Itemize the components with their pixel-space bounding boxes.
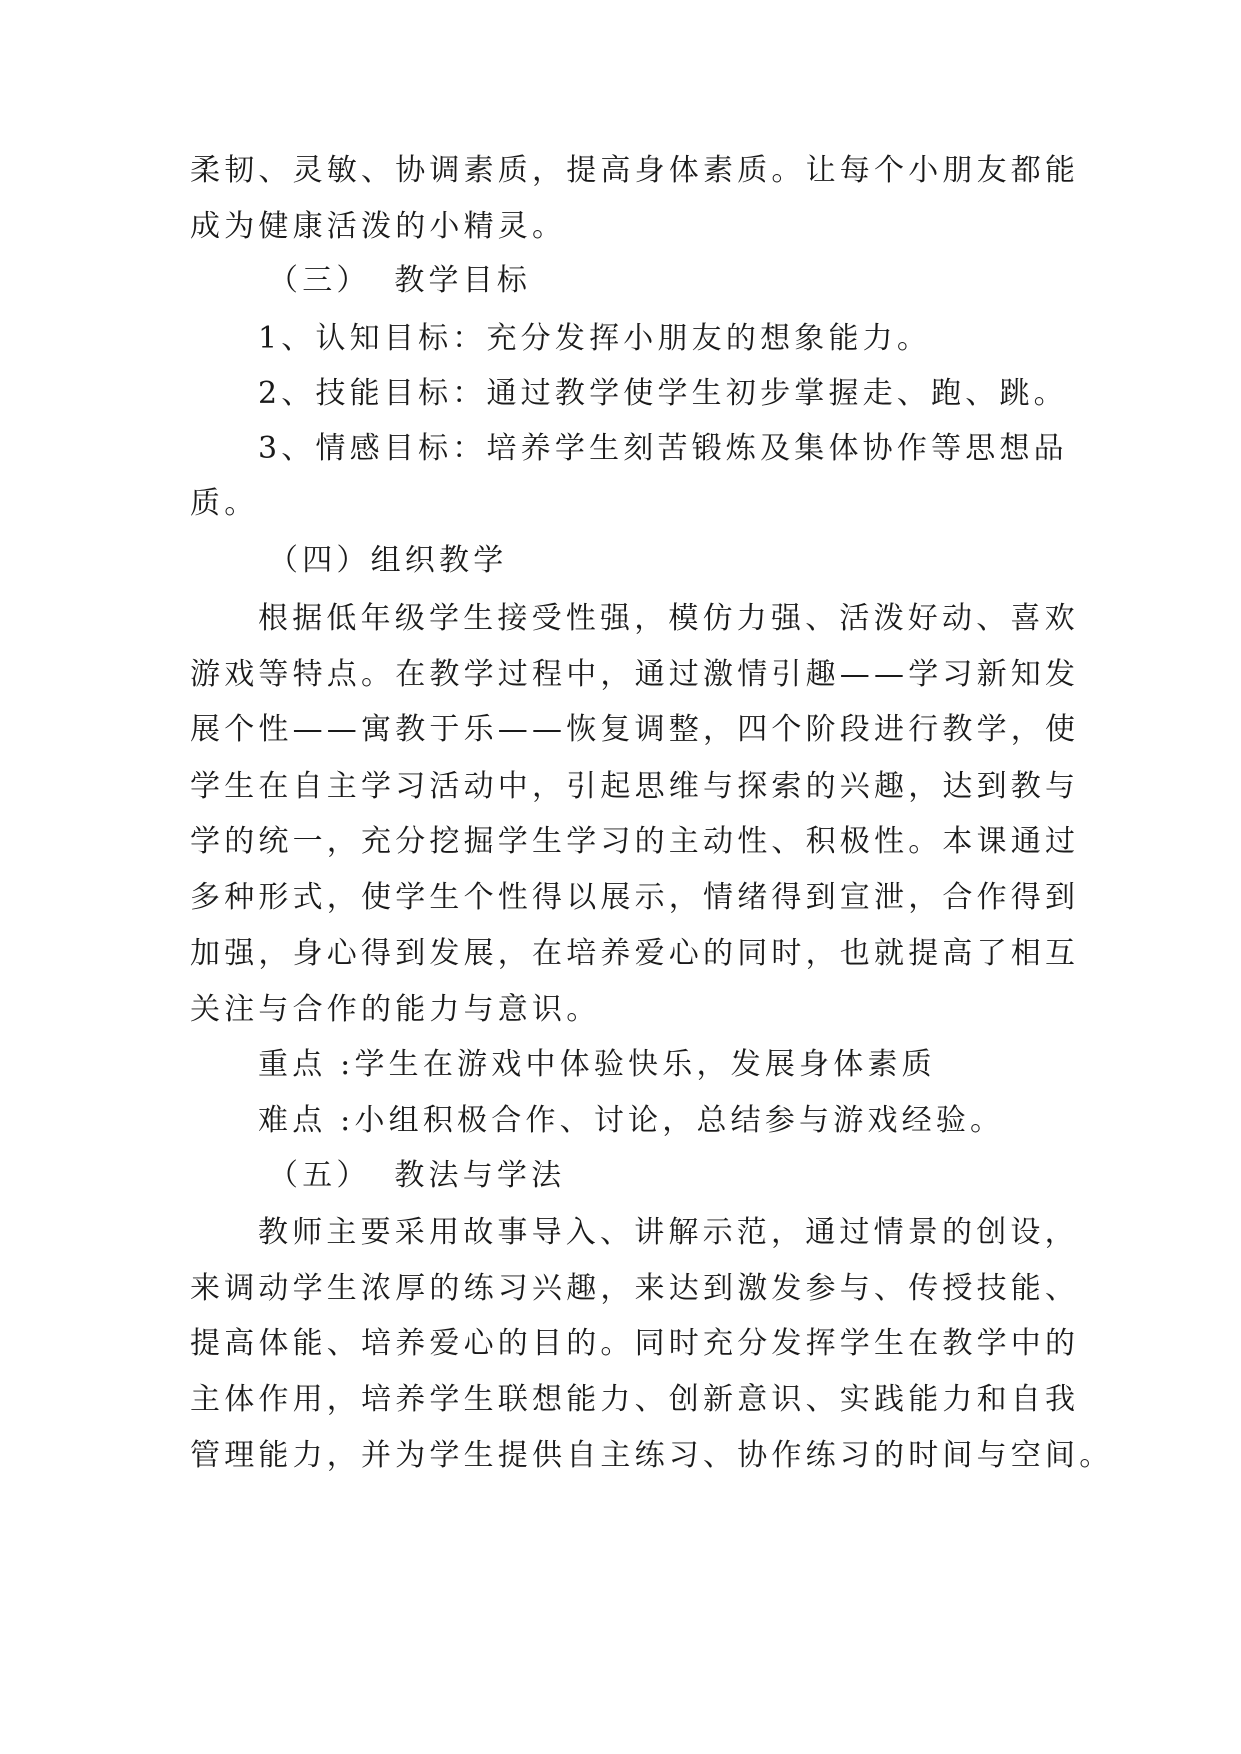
objective-cognitive: 1、认知目标：充分发挥小朋友的想象能力。 <box>258 321 932 356</box>
paragraph-line: 柔韧、灵敏、协调素质，提高身体素质。让每个小朋友都能 <box>190 153 1080 188</box>
objective-skill: 2、技能目标：通过教学使学生初步掌握走、跑、跳。 <box>258 376 1068 411</box>
paragraph-line: 质。 <box>190 486 259 521</box>
paragraph-line: 展个性——寓教于乐——恢复调整，四个阶段进行教学，使 <box>190 712 1080 747</box>
paragraph-line: 提高体能、培养爱心的目的。同时充分发挥学生在教学中的 <box>190 1326 1080 1361</box>
paragraph-line: 管理能力，并为学生提供自主练习、协作练习的时间与空间。 <box>190 1438 1114 1473</box>
paragraph-line: 学的统一，充分挖掘学生学习的主动性、积极性。本课通过 <box>190 824 1080 859</box>
section-heading-five: （五） 教法与学法 <box>268 1158 566 1193</box>
paragraph-line: 根据低年级学生接受性强，模仿力强、活泼好动、喜欢 <box>258 601 1079 636</box>
paragraph-line: 成为健康活泼的小精灵。 <box>190 209 567 244</box>
paragraph-line: 游戏等特点。在教学过程中，通过激情引趣——学习新知发 <box>190 657 1080 692</box>
paragraph-line: 学生在自主学习活动中，引起思维与探索的兴趣，达到教与 <box>190 769 1080 804</box>
key-point: 重点 :学生在游戏中体验快乐，发展身体素质 <box>258 1047 936 1082</box>
paragraph-line: 加强，身心得到发展，在培养爱心的同时，也就提高了相互 <box>190 936 1080 971</box>
paragraph-line: 主体作用，培养学生联想能力、创新意识、实践能力和自我 <box>190 1382 1080 1417</box>
paragraph-line: 关注与合作的能力与意识。 <box>190 992 601 1027</box>
paragraph-line: 多种形式，使学生个性得以展示，情绪得到宣泄，合作得到 <box>190 880 1080 915</box>
section-heading-three: （三） 教学目标 <box>268 263 532 298</box>
difficult-point: 难点 :小组积极合作、讨论，总结参与游戏经验。 <box>258 1103 1005 1138</box>
paragraph-line: 教师主要采用故事导入、讲解示范，通过情景的创设， <box>258 1215 1079 1250</box>
section-heading-four: （四）组织教学 <box>268 543 508 578</box>
paragraph-line: 来调动学生浓厚的练习兴趣，来达到激发参与、传授技能、 <box>190 1271 1080 1306</box>
objective-emotion: 3、情感目标：培养学生刻苦锻炼及集体协作等思想品 <box>258 431 1068 466</box>
